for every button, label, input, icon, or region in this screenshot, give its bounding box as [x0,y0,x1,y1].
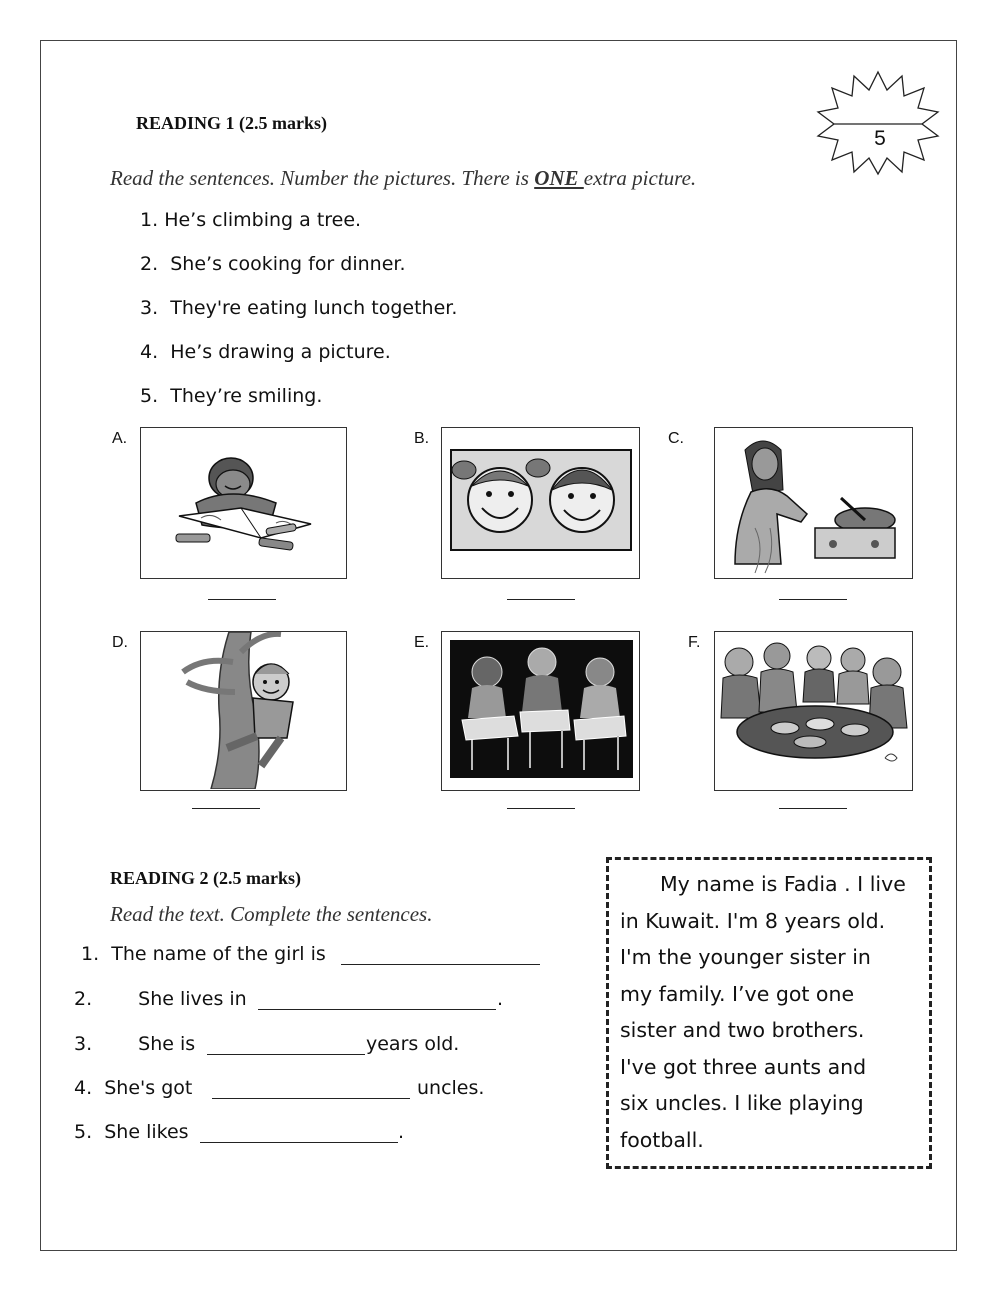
reading1-heading: READING 1 (2.5 marks) [136,113,327,133]
picture-label-d: D. [112,634,128,651]
score-value: 5 [874,127,886,150]
family-eating-icon [715,632,911,789]
woman-cooking-icon [715,428,911,577]
answer-blank-b[interactable] [507,599,575,600]
passage-line: my family. I’ve got one [620,981,855,1006]
picture-d [140,631,347,791]
smiling-faces-icon [442,428,638,577]
sentence-5: 5. They’re smiling. [140,385,323,407]
picture-c [714,427,913,579]
question-5-after: . [398,1121,405,1143]
question-3: 3. She is [74,1033,196,1055]
question-3-blank[interactable] [207,1054,365,1055]
reading-passage [620,866,925,1158]
answer-blank-a[interactable] [208,599,276,600]
answer-blank-f[interactable] [779,808,847,809]
instruction-emphasis: ONE [534,166,584,190]
answer-blank-c[interactable] [779,599,847,600]
question-4-after: uncles. [417,1077,485,1099]
children-at-desks-icon [442,632,638,789]
boy-drawing-icon [141,428,345,577]
score-star-badge [816,68,940,176]
passage-line: My name is Fadia . I live [660,872,906,896]
passage-line: sister and two brothers. [620,1018,865,1042]
picture-label-b: B. [414,430,430,447]
picture-label-c: C. [668,430,684,447]
answer-blank-e[interactable] [507,808,575,809]
reading2-heading: READING 2 (2.5 marks) [110,868,301,888]
sentence-3: 3. They're eating lunch together. [140,297,458,319]
picture-label-e: E. [414,634,430,651]
picture-b [441,427,640,579]
question-2-after: . [497,988,504,1010]
picture-label-f: F. [688,634,701,651]
question-3-after: years old. [366,1033,460,1055]
sentence-1: 1. He’s climbing a tree. [140,209,362,231]
passage-line: in Kuwait. I'm 8 years old. [620,908,886,933]
picture-e [441,631,640,791]
question-5-blank[interactable] [200,1142,398,1143]
picture-a [140,427,347,579]
picture-label-a: A. [112,430,128,447]
sentence-4: 4. He’s drawing a picture. [140,341,391,363]
question-4: 4. She's got [74,1077,193,1099]
picture-f [714,631,913,791]
question-4-blank[interactable] [212,1098,410,1099]
question-2-blank[interactable] [258,1009,496,1010]
passage-line: football. [620,1127,704,1152]
reading1-instruction: Read the sentences. Number the pictures. There is ONE extra picture. [110,166,697,190]
reading2-instruction: Read the text. Complete the sentences. [110,902,433,926]
question-1: 1. The name of the girl is [81,943,326,965]
sentence-2: 2. She’s cooking for dinner. [140,253,406,275]
passage-line: six uncles. I like playing [620,1091,864,1115]
boy-climbing-tree-icon [141,632,345,789]
question-2: 2. She lives in [74,988,247,1010]
passage-line: I've got three aunts and [620,1054,867,1079]
passage-line: I'm the younger sister in [620,945,871,969]
answer-blank-d[interactable] [192,808,260,809]
question-5: 5. She likes [74,1121,189,1143]
question-1-blank[interactable] [341,964,540,965]
